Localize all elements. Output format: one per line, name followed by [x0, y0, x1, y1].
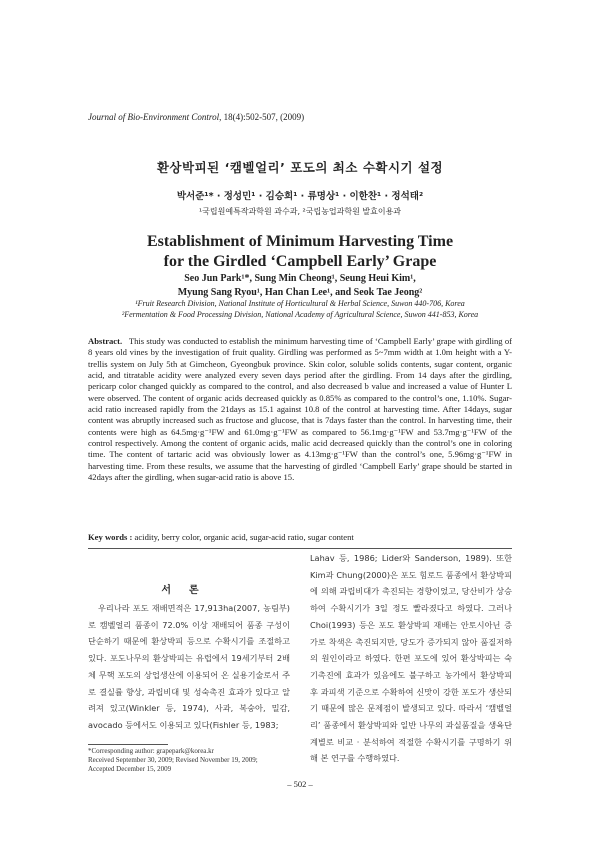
- english-title: [0, 232, 600, 272]
- body-column-left: [88, 600, 290, 734]
- footnote-accepted-date: Accepted December 15, 2009: [88, 765, 172, 773]
- journal-volume: , 18(4):502-507, (2009): [219, 112, 305, 122]
- korean-authors: 박서준¹* · 정성민¹ · 김승희¹ · 류명상¹ · 이한찬¹ · 정석태²: [176, 191, 424, 202]
- body-column-right: [310, 550, 512, 767]
- keywords-label: Key words :: [88, 532, 133, 542]
- keywords-divider: [88, 548, 512, 549]
- page-number: – 502 –: [287, 779, 313, 789]
- keywords: [88, 532, 512, 542]
- english-title-line-2: for the Girdled ‘Campbell Early’ Grape: [163, 253, 437, 270]
- abstract-text: This study was conducted to establish the minimum harvesting time of ‘Campbell Early’ grape with girdling of 8 years old vines by the investigation of fruit quality. Girdling was performed as 5~7mm width at 1.0m height with a Y-trellis system on July 5th at Gimcheon, Gyeongbuk province. Skin color, soluble solids contents, sugar content, organic acid, and titratable acidity were analyzed every seven days period after the girdling. From 14 days after the girdling, pericarp color changed quickly as compared to the control, and also decreased b value and increased a value of Hunter L were observed. The content of organic acids decreased quickly as 0.85% as compared to the control’s one, 1.10%. Sugar-acid ratio increased rapidly from the 21days as 15.1 against 10.8 of the control at harvesting time. After 14days, sugar content was abruptly increased such as fructose and glucose, that is 7days faster than the control. In harvesting time, their contents were high as 64.5mg·g⁻¹FW and 61.0mg·g⁻¹FW as compared to 56.1mg·g⁻¹FW and 53.7mg·g⁻¹FW of the control respectively. Among the content of organic acids, malic acid decreased quickly than the control’s one in coloring time. The content of tartaric acid was obviously lower as 4.13mg·g⁻¹FW than the control’s one, 5.96mg·g⁻¹FW in harvesting time. From these results, we assume that the harvesting of girdled ‘Campbell Early’ grape should be started in 42days after the girdling, when sugar-acid ratio is above 15.: [88, 336, 512, 483]
- english-affiliation-2: ²Fermentation & Food Processing Division, National Academy of Agricultural Science, Suwon 441-853, Korea: [121, 310, 479, 319]
- journal-citation: [88, 112, 304, 122]
- abstract-label: Abstract.: [88, 336, 123, 346]
- english-authors: [0, 272, 600, 300]
- english-affiliation-1: ¹Fruit Research Division, National Institute of Horticultural & Herbal Science, Suwon 440-706, Korea: [135, 299, 465, 308]
- body-paragraph: Lahav 등, 1986; Lider와 Sanderson, 1989). 또한 Kim과 Chung(2000)은 포도 힘로드 품종에서 환상박피에 의해 과립비대가 촉진되는 경향이었고, 당산비가 상승하여 수확시기가 3일 정도 빨라졌다고 하였다. 그러나 Choi(1993) 등은 포도 환상박피 재배는 안토시아닌 증가로 착색은 촉진되지만, 당도가 증가되지 않아 품질저하의 원인이라고 하였다. 한편 포도에 있어 환상박피는 숙기촉진에 효과가 있음에도 불구하고 농가에서 환상박피 후 과피색 기준으로 수확하여 신맛이 강한 포도가 생산되기 때문에 많은 문제점이 발생되고 있다. 따라서 ‘캠벨얼리’ 품종에서 환상박피와 일반 나무의 과실품질을 생육단계별로 비교 · 분석하여 적절한 수확시기를 구명하기 위해 본 연구를 수행하였다.: [310, 553, 512, 764]
- english-title-line-1: Establishment of Minimum Harvesting Time: [146, 233, 454, 250]
- korean-title: 환상박피된 ‘캠벨얼리’ 포도의 최소 수확시기 설정: [156, 160, 444, 175]
- abstract: [88, 336, 512, 483]
- footnote-divider: [88, 744, 168, 745]
- journal-name: Journal of Bio-Environment Control: [88, 112, 220, 122]
- footnote: [88, 747, 290, 774]
- footnote-corresponding-author: *Corresponding author: grapepark@korea.kr: [88, 747, 214, 755]
- body-paragraph: 우리나라 포도 재배면적은 17,913ha(2007, 농림부)로 캠벨얼리 품종이 72.0% 이상 재배되어 품종 구성이 단순하기 때문에 환상박피 등으로 수확시기를 조절하고 있다. 포도나무의 환상박피는 유럽에서 19세기부터 2배체 무핵 포도의 상업생산에 이용되어 온 실용기술로서 주로 결실률 향상, 과립비대 및 성숙촉진 효과가 있다고 알려져 있고(Winkler 등, 1974), 사과, 복숭아, 밀감, avocado 등에서도 이용되고 있다(Fishler 등, 1983;: [88, 603, 290, 730]
- korean-affiliation: ¹국립원예특작과학원 과수과, ²국립농업과학원 발효이용과: [198, 207, 402, 216]
- section-heading-introduction: 서론: [161, 585, 217, 596]
- english-authors-line-1: Seo Jun Park¹*, Sung Min Cheong¹, Seung Heui Kim¹,: [184, 273, 416, 284]
- keywords-text: acidity, berry color, organic acid, sugar-acid ratio, sugar content: [132, 532, 354, 542]
- footnote-received-dates: Received September 30, 2009; Revised November 19, 2009;: [88, 756, 258, 764]
- english-affiliations: [0, 298, 600, 320]
- english-authors-line-2: Myung Sang Ryou¹, Han Chan Lee¹, and Seok Tae Jeong²: [177, 287, 423, 298]
